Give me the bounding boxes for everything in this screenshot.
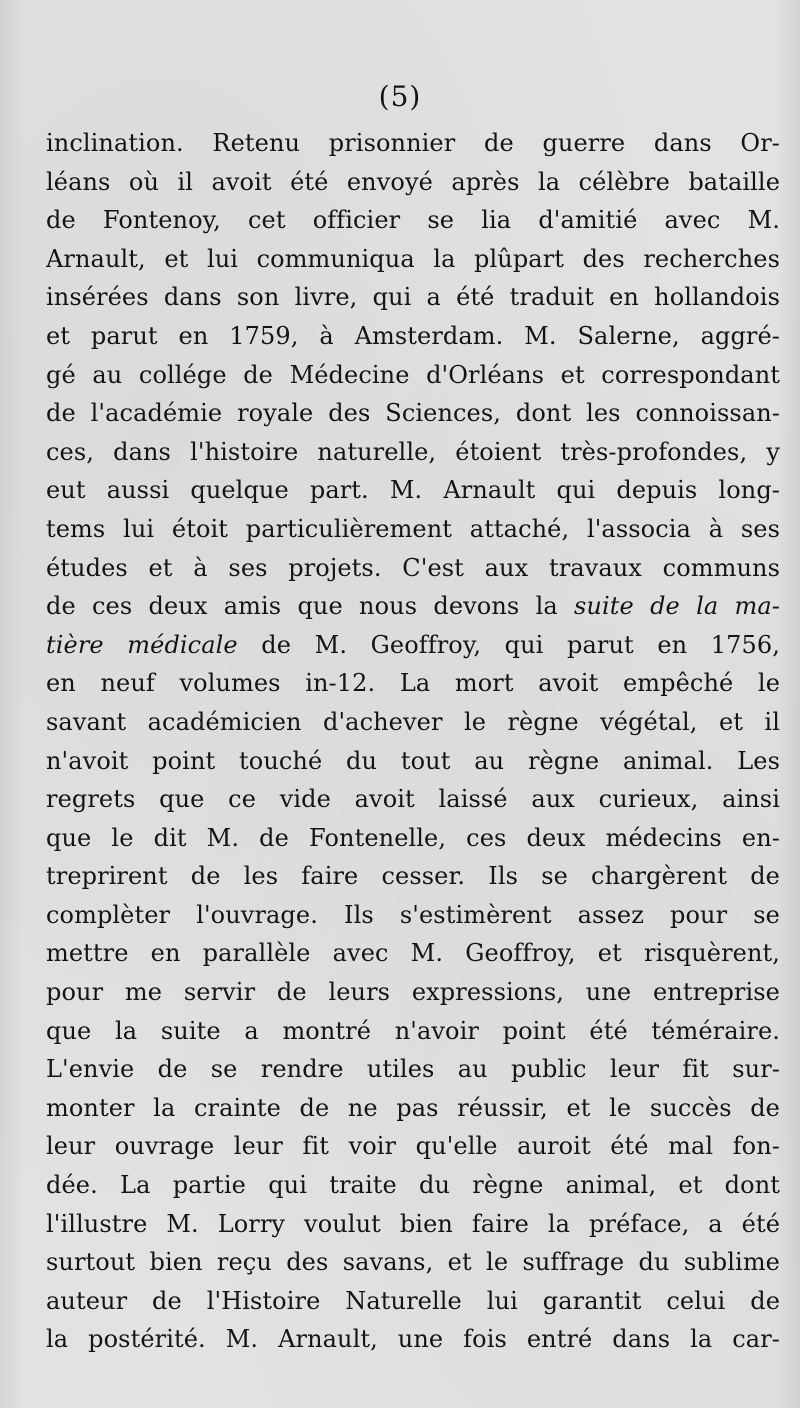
text-line: de Fontenoy, cet officier se lia d'amitié avec M.	[46, 206, 780, 235]
text-line: tems lui étoit particulièrement attaché, l'associa à ses	[46, 514, 780, 543]
text-line: et parut en 1759, à Amsterdam. M. Salerne, aggré-	[46, 321, 780, 350]
text-line: ces, dans l'histoire naturelle, étoient très-profondes, y	[46, 437, 780, 466]
text-line: dée. La partie qui traite du règne animal, et dont	[46, 1171, 780, 1200]
text-line: inclination. Retenu prisonnier de guerre dans Or-	[46, 129, 780, 157]
text-line: mettre en parallèle avec M. Geoffroy, et risquèrent,	[46, 939, 780, 968]
text-line: savant académicien d'achever le règne végétal, et il	[46, 707, 780, 736]
text-line: treprirent de les faire cesser. Ils se chargèrent de	[46, 862, 780, 891]
body-text	[46, 124, 780, 1359]
text-line: léans où il avoit été envoyé après la célèbre bataille	[46, 167, 780, 196]
italic-title-segment: suite de la ma-	[574, 592, 780, 621]
text-line: pour me servir de leurs expressions, une entreprise	[46, 978, 780, 1007]
text-line: insérées dans son livre, qui a été traduit en hollandois	[46, 283, 780, 312]
text-line: l'illustre M. Lorry voulut bien faire la préface, a été	[46, 1209, 780, 1238]
text-line: n'avoit point touché du tout au règne animal. Les	[46, 746, 780, 775]
text-line: en neuf volumes in-12. La mort avoit empêché le	[46, 669, 780, 698]
page-number: (5)	[378, 80, 422, 113]
text-line: la postérité. M. Arnault, une fois entré dans la car-	[46, 1325, 780, 1354]
text-line: que la suite a montré n'avoir point été téméraire.	[46, 1016, 780, 1045]
text-line: gé au collége de Médecine d'Orléans et correspondant	[46, 360, 780, 389]
text-segment: de ces deux amis que nous devons la	[46, 592, 575, 621]
text-line: surtout bien reçu des savans, et le suffrage du sublime	[46, 1248, 780, 1277]
text-line: études et à ses projets. C'est aux travaux communs	[46, 553, 780, 582]
text-line: Arnault, et lui communiqua la plûpart des recherches	[46, 244, 780, 273]
text-line	[46, 587, 780, 626]
text-line: complèter l'ouvrage. Ils s'estimèrent assez pour se	[46, 900, 780, 929]
text-line: eut aussi quelque part. M. Arnault qui depuis long-	[46, 476, 780, 505]
text-line: que le dit M. de Fontenelle, ces deux médecins en-	[46, 823, 780, 852]
text-line: leur ouvrage leur fit voir qu'elle auroit été mal fon-	[46, 1132, 780, 1161]
text-line	[46, 626, 780, 665]
text-line: auteur de l'Histoire Naturelle lui garantit celui de	[46, 1286, 780, 1315]
text-line: de l'académie royale des Sciences, dont les connoissan-	[46, 399, 780, 428]
text-line: L'envie de se rendre utiles au public leur fit sur-	[46, 1055, 780, 1084]
italic-title-segment: tière médicale	[46, 630, 238, 659]
text-line: regrets que ce vide avoit laissé aux curieux, ainsi	[46, 785, 780, 814]
text-segment: de M. Geoffroy, qui parut en 1756,	[237, 630, 780, 659]
text-line: monter la crainte de ne pas réussir, et le succès de	[46, 1093, 780, 1122]
